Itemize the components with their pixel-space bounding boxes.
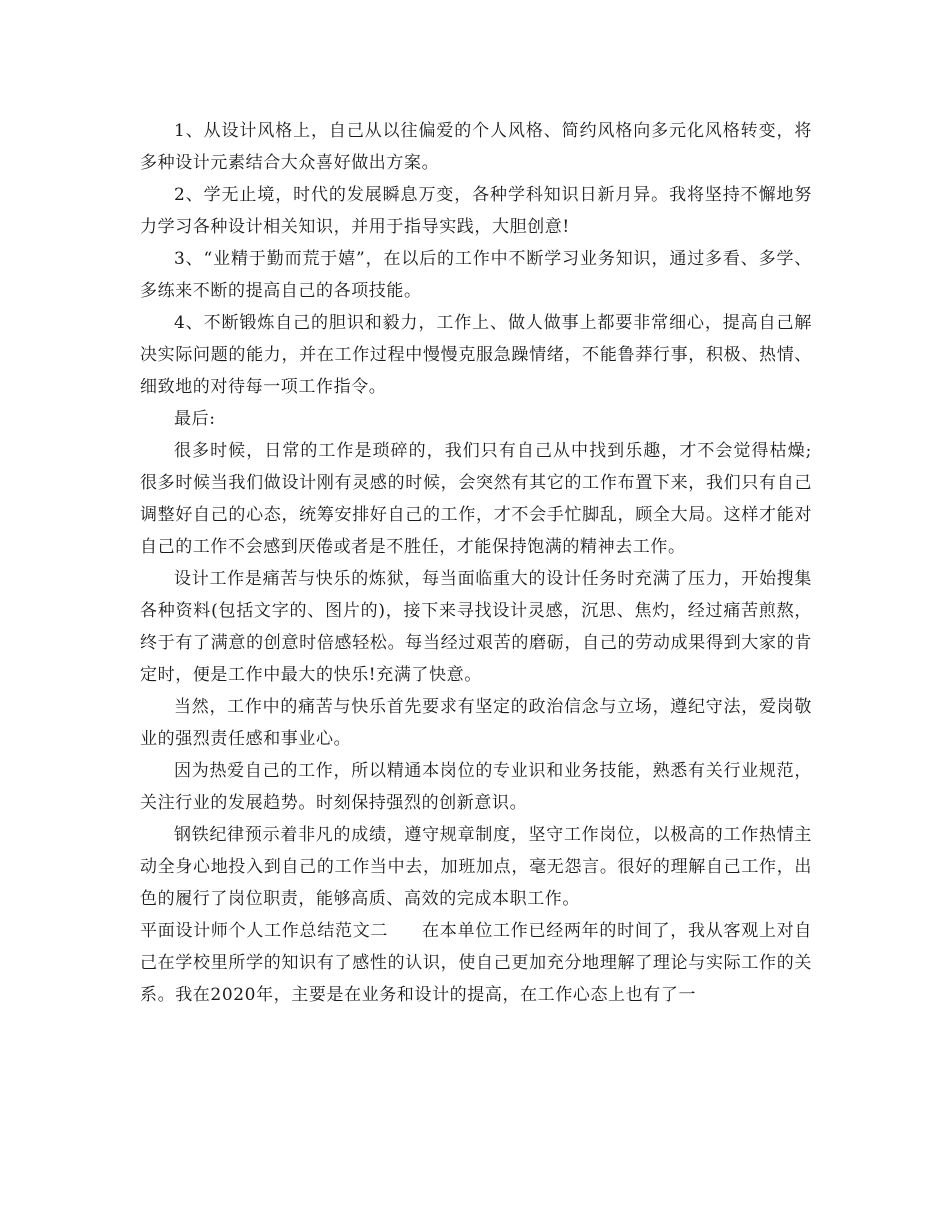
- paragraph-principles: 当然，工作中的痛苦与快乐首先要求有坚定的政治信念与立场，遵纪守法，爱岗敬业的强烈责任感和事业心。: [140, 697, 812, 749]
- paragraph-self-improvement: 4、不断锻炼自己的胆识和毅力，工作上、做人做事上都要非常细心，提高自己解决实际问题的能力，并在工作过程中慢慢克服急躁情绪，不能鲁莽行事，积极、热情、细致地的对待每一项工作指令。: [140, 313, 812, 397]
- paragraph-finding-joy: 很多时候，日常的工作是琐碎的，我们只有自己从中找到乐趣，才不会觉得枯燥;很多时候当我们做设计刚有灵感的时候，会突然有其它的工作布置下来，我们只有自己调整好自己的心态，统筹安排好自己的工作，才不会手忙脚乱，顾全大局。这样才能对自己的工作不会感到厌倦或者是不胜任，才能保持饱满的精神去工作。: [140, 441, 812, 557]
- paragraph-professional-skills: 因为热爱自己的工作，所以精通本岗位的专业识和业务技能，熟悉有关行业规范，关注行业的发展趋势。时刻保持强烈的创新意识。: [140, 761, 812, 813]
- section-two: [140, 915, 812, 1011]
- document-body: [140, 115, 812, 1011]
- section-body: 在本单位工作已经两年的时间了，我从客观上对自己在学校里所学的知识有了感性的认识，使自己更加充分地理解了理论与实际工作的关系。我在2020年，主要是在业务和设计的提高，在工作心态上也有了一: [140, 921, 812, 1005]
- paragraph-finally-label: 最后:: [174, 409, 216, 429]
- paragraph-design-work: 设计工作是痛苦与快乐的炼狱，每当面临重大的设计任务时充满了压力，开始搜集各种资料(包括文字的、图片的)，接下来寻找设计灵感，沉思、焦灼，经过痛苦煎熬，终于有了满意的创意时倍感轻松。每当经过艰苦的磨砺，自己的劳动成果得到大家的肯定时，便是工作中最大的快乐!充满了快意。: [140, 569, 812, 685]
- paragraph-style-shift: 1、从设计风格上，自己从以往偏爱的个人风格、简约风格向多元化风格转变，将多种设计元素结合大众喜好做出方案。: [140, 121, 812, 173]
- section-title: 平面设计师个人工作总结范文二: [140, 921, 389, 941]
- paragraph-discipline: 钢铁纪律预示着非凡的成绩，遵守规章制度，坚守工作岗位，以极高的工作热情主动全身心地投入到自己的工作当中去，加班加点，毫无怨言。很好的理解自己工作，出色的履行了岗位职责，能够高质、高效的完成本职工作。: [140, 825, 812, 909]
- paragraph-diligence: 3、“业精于勤而荒于嬉”，在以后的工作中不断学习业务知识，通过多看、多学、多练来不断的提高自己的各项技能。: [140, 249, 812, 301]
- paragraph-continuous-learning: 2、学无止境，时代的发展瞬息万变，各种学科知识日新月异。我将坚持不懈地努力学习各种设计相关知识，并用于指导实践，大胆创意!: [140, 185, 812, 237]
